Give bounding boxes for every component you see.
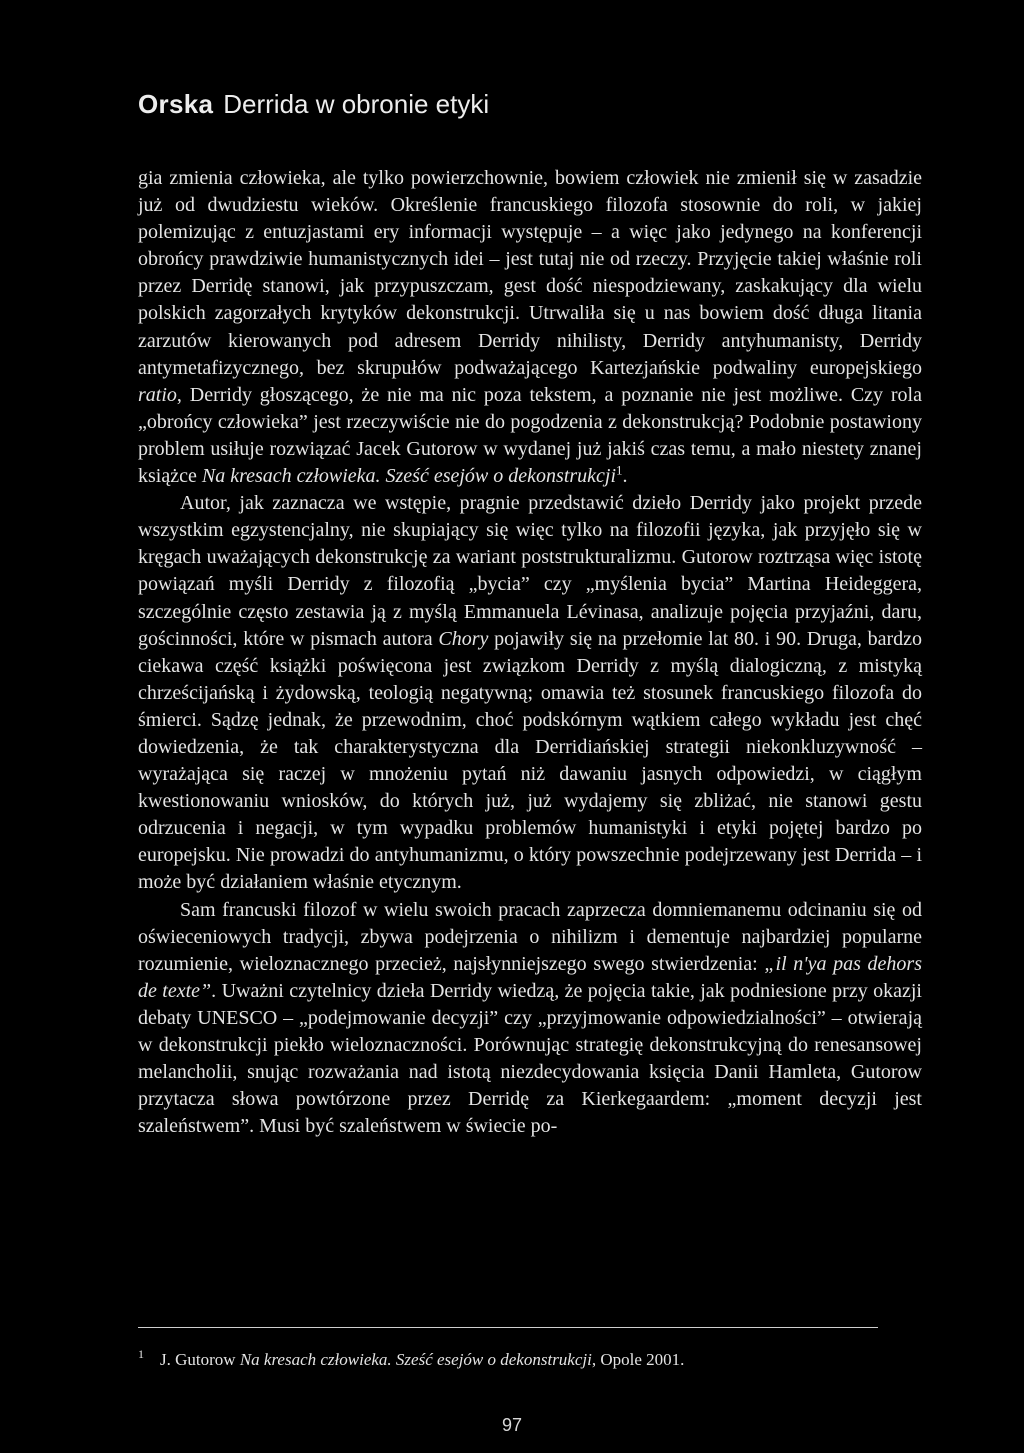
header-author: Orska (138, 89, 214, 119)
book-title-italic: Na kresach człowieka. Sześć esejów o dekonstrukcji (201, 465, 617, 488)
footnote-text-a: J. Gutorow (160, 1350, 240, 1369)
paragraph-1-text-a: gia zmienia człowieka, ale tylko powierzchownie, bowiem człowiek nie zmienił się w zasadzie już od dwudziestu wieków. Określenie francuskiego filozofa stosownie do roli, w jakiej polemizując z entuzjastami ery informacji występuje – a więc jako jedynego na konferencji obrońcy prawdziwie humanistycznych idei – jest tutaj nie od rzeczy. Przyjęcie takiej właśnie roli przez Derridę stanowi, jak przypuszczam, gest dość niespodziewany, zaskakujący dla wielu polskich zagorzałych krytyków dekonstrukcji. Utrwaliła się u nas bowiem dość długa litania zarzutów kierowanych pod adresem Derridy nihilisty, Derridy antyhumanisty, Derridy antymetafizycznego, bez skrupułów podważającego Kartezjańskie podwaliny europejskiego (138, 167, 922, 379)
footnote (138, 1348, 684, 1372)
italic-quote: „il n'ya pas dehors de texte” (138, 952, 922, 1002)
footnote-book-title: Na kresach człowieka. Sześć esejów o dekonstrukcji (239, 1350, 592, 1369)
header-title: Derrida w obronie etyki (223, 89, 490, 119)
paragraph-3 (138, 897, 922, 1141)
paragraph-1-text-c: , Derridy głoszącego, że nie ma nic poza tekstem, a poznanie nie jest możliwe. Czy rola „obrońcy człowieka” jest rzeczywiście nie do pogodzenia z dekonstrukcją? Podobnie postawiony problem usiłuje rozwiązać Jacek Gutorow w wydanej już jakiś czas temu, a mało niestety znanej książce (138, 383, 922, 488)
footnote-reference[interactable]: 1 (616, 462, 623, 478)
article-body (138, 165, 922, 1140)
italic-chory: Chory (438, 627, 489, 650)
paragraph-2-text-c: pojawiły się na przełomie lat 80. i 90. Druga, bardzo ciekawa część książki poświęcona jest związkom Derridy z myślą dialogiczną, z mistyką chrześcijańską i żydowską, teologią negatywną; omawia też stosunek francuskiego filozofa do śmierci. Sądzę jednak, że przewodnim, choć podskórnym wątkiem całego wykładu jest chęć dowiedzenia, że tak charakterystyczna dla Derridiańskiej strategii niekonkluzywność – wyrażająca się raczej w mnożeniu pytań niż dawaniu jasnych odpowiedzi, w ciągłym kwestionowaniu wniosków, do których już, już wydajemy się zbliżać, nie stanowi gestu odrzucenia i negacji, w tym wypadku problemów humanistyki i etyki pojętej bardzo po europejsku. Nie prowadzi do antyhumanizmu, o który powszechnie podejrzewany jest Derrida – i może być działaniem właśnie etycznym. (138, 627, 922, 894)
footnote-divider (138, 1327, 878, 1328)
footnote-text-c: , Opole 2001. (591, 1350, 685, 1369)
paragraph-2-text-a: Autor, jak zaznacza we wstępie, pragnie przedstawić dzieło Derridy jako projekt przede wszystkim egzystencjalny, nie skupiający się więc tylko na filozofii języka, jak przyjęło się w kręgach uważających dekonstrukcję za wariant poststrukturalizmu. Gutorow roztrząsa więc istotę powiązań myśli Derridy z filozofią „bycia” czy „myślenia bycia” Martina Heideggera, szczególnie często zestawia ją z myślą Emmanuela Lévinasa, analizuje pojęcia przyjaźni, daru, gościnności, które w pismach autora (138, 492, 922, 650)
page-number: 97 (501, 1415, 523, 1435)
paragraph-2 (138, 490, 922, 896)
paragraph-3-text-c: . Uważni czytelnicy dzieła Derridy wiedzą, że pojęcia takie, jak podniesione przy okazji debaty UNESCO – „podejmowanie decyzji” czy „przyjmowanie odpowiedzialności” – otwierają w dekonstrukcji piekło wieloznaczności. Porównując strategię dekonstrukcyjną do renesansowej melancholii, snując rozważania nad istotą niezdecydowania księcia Danii Hamleta, Gutorow przytacza słowa powtórzone przez Derridę za Kierkegaardem: „moment decyzji jest szaleństwem”. Musi być szaleństwem w świecie po- (138, 979, 922, 1138)
paragraph-1-text-e: . (622, 465, 628, 488)
paragraph-1 (138, 165, 922, 490)
footnote-mark: 1 (138, 1347, 144, 1362)
paragraph-3-text-a: Sam francuski filozof w wielu swoich pracach zaprzecza domniemanemu odcinaniu się od oświeceniowych tradycji, zbywa podejrzenia o nihilizm i dementuje najbardziej popularne rozumienie, wieloznacznego przecież, najsłynniejszego swego stwierdzenia: (138, 898, 922, 975)
italic-ratio: ratio (138, 383, 177, 406)
running-header (138, 86, 489, 122)
